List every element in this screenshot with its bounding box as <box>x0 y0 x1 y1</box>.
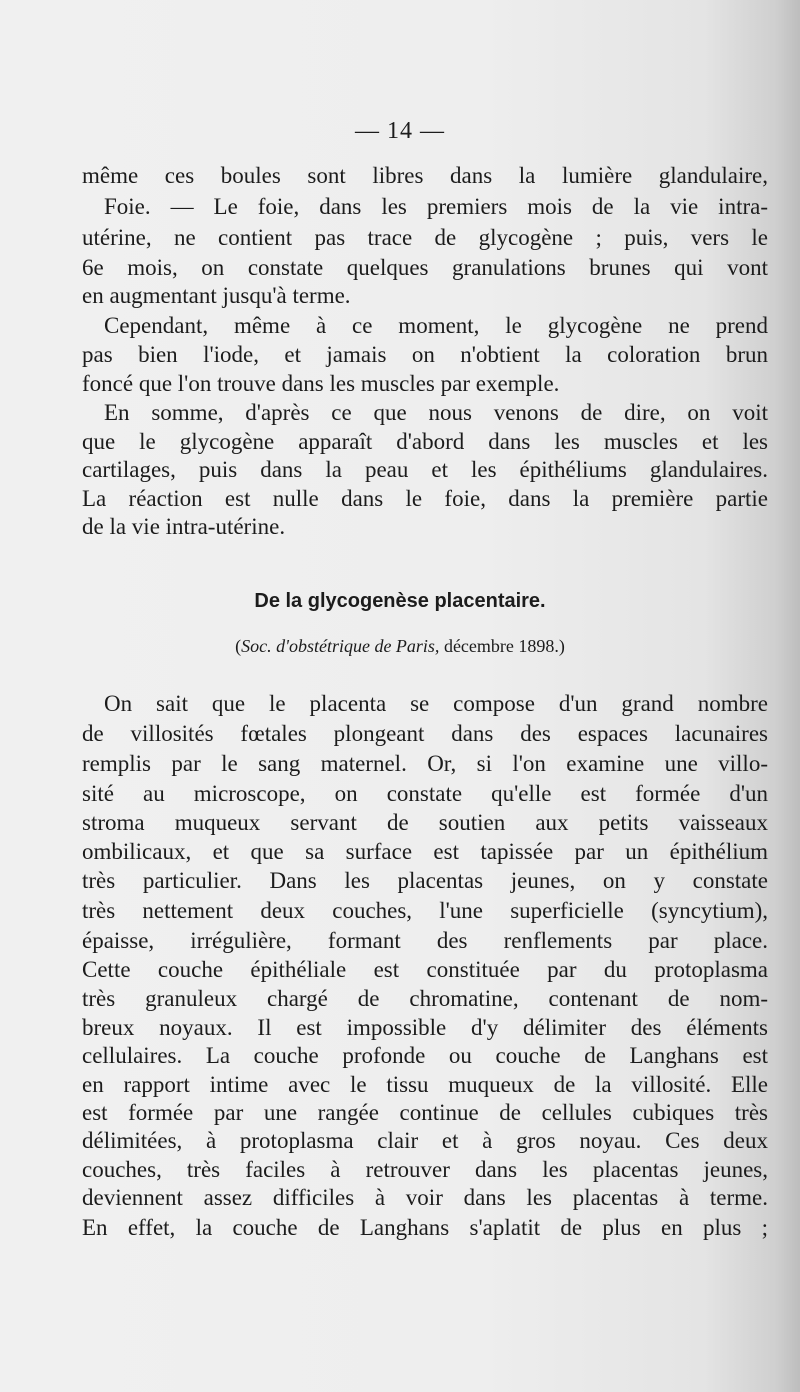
text-line: est formée par une rangée continue de cellules cubiques très <box>82 1100 768 1125</box>
text-line: très nettement deux couches, l'une superficielle (syncytium), <box>82 898 768 923</box>
text-line: ombilicaux, et que sa surface est tapissée par un épithélium <box>82 839 768 864</box>
text-line: en augmentant jusqu'à terme. <box>82 283 351 308</box>
citation-source: Soc. d'obstétrique de Paris, <box>241 636 440 656</box>
text-line: que le glycogène apparaît d'abord dans les muscles et les <box>82 429 768 454</box>
citation-date: décembre 1898.) <box>439 636 565 656</box>
text-line: même ces boules sont libres dans la lumière glandulaire, <box>82 163 768 188</box>
text-line: utérine, ne contient pas trace de glycogène ; puis, vers le <box>82 225 768 250</box>
text-line: En somme, d'après ce que nous venons de dire, on voit <box>104 400 768 425</box>
text-line: deviennent assez difficiles à voir dans les placentas à terme. <box>82 1185 768 1210</box>
text-line: couches, très faciles à retrouver dans les placentas jeunes, <box>82 1157 768 1182</box>
text-line: en rapport intime avec le tissu muqueux de la villosité. Elle <box>82 1072 768 1097</box>
text-line: très particulier. Dans les placentas jeunes, on y constate <box>82 868 768 893</box>
text-line: En effet, la couche de Langhans s'aplatit de plus en plus ; <box>82 1215 768 1240</box>
text-line: Foie. — Le foie, dans les premiers mois de la vie intra- <box>104 194 768 219</box>
citation-open: ( <box>235 636 242 656</box>
text-line: cellulaires. La couche profonde ou couche de Langhans est <box>82 1043 768 1068</box>
text-line: Cette couche épithéliale est constituée par du protoplasma <box>82 957 768 982</box>
text-line: La réaction est nulle dans le foie, dans la première partie <box>82 486 768 511</box>
page-number: — 14 — <box>355 118 445 144</box>
text-line: très granuleux chargé de chromatine, contenant de nom- <box>82 986 768 1011</box>
text-line: 6e mois, on constate quelques granulations brunes qui vont <box>82 255 768 280</box>
text-line: de la vie intra-utérine. <box>82 514 286 539</box>
text-line: Cependant, même à ce moment, le glycogène ne prend <box>104 313 768 338</box>
text-line: cartilages, puis dans la peau et les épithéliums glandulaires. <box>82 457 768 482</box>
citation <box>0 636 800 657</box>
text-line: sité au microscope, on constate qu'elle est formée d'un <box>82 781 768 806</box>
section-heading: De la glycogenèse placentaire. <box>254 590 546 612</box>
text-line: délimitées, à protoplasma clair et à gros noyau. Ces deux <box>82 1128 768 1153</box>
text-line: On sait que le placenta se compose d'un grand nombre <box>104 691 768 716</box>
text-line: foncé que l'on trouve dans les muscles par exemple. <box>82 371 560 396</box>
text-line: remplis par le sang maternel. Or, si l'on examine une villo- <box>82 751 768 776</box>
text-line: épaisse, irrégulière, formant des renflements par place. <box>82 928 768 953</box>
text-line: pas bien l'iode, et jamais on n'obtient la coloration brun <box>82 342 768 367</box>
text-line: de villosités fœtales plongeant dans des espaces lacunaires <box>82 721 768 746</box>
text-line: breux noyaux. Il est impossible d'y délimiter des éléments <box>82 1015 768 1040</box>
text-line: stroma muqueux servant de soutien aux petits vaisseaux <box>82 810 768 835</box>
